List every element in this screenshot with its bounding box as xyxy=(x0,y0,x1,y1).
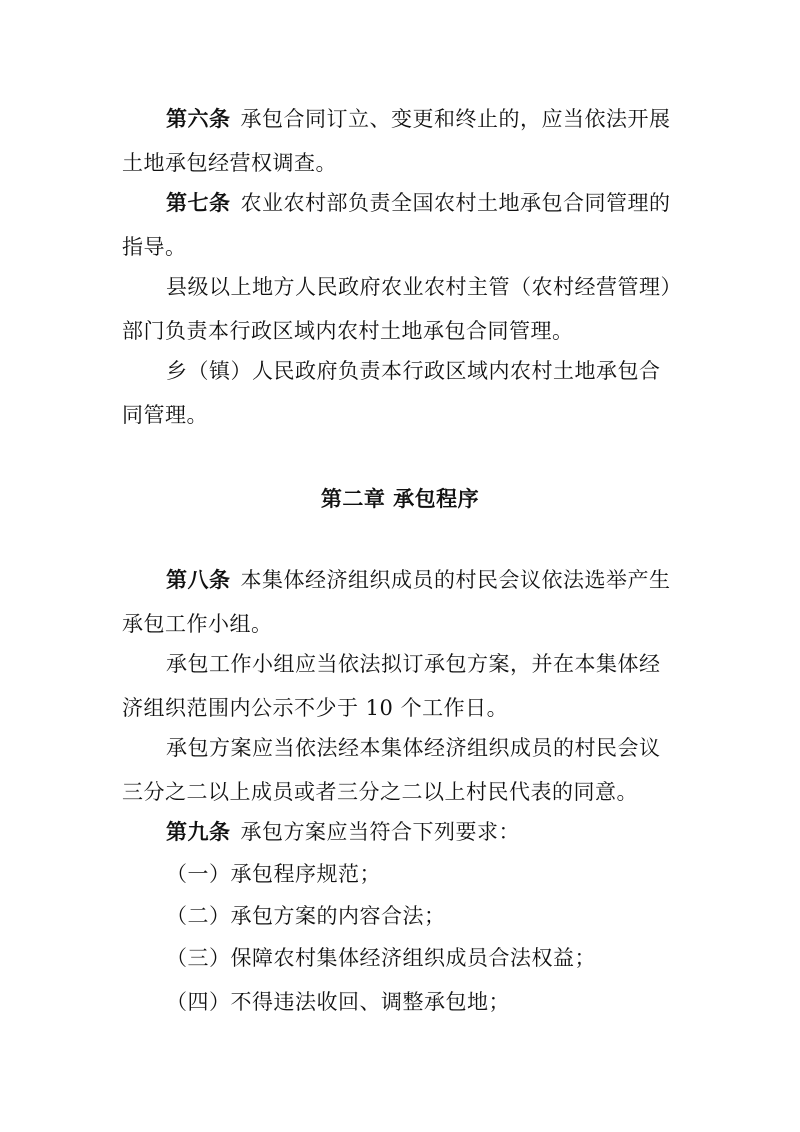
article-7-heading: 第七条 xyxy=(166,191,231,215)
article-6-text: 承包合同订立、变更和终止的，应当依法开展土地承包经营权调查。 xyxy=(122,107,671,175)
article-9-item-2: （二）承包方案的内容合法； xyxy=(166,904,446,928)
article-8-text: 本集体经济组织成员的村民会议依法选举产生承包工作小组。 xyxy=(122,568,671,636)
article-8-paragraph-3: 承包方案应当依法经本集体经济组织成员的村民会议三分之二以上成员或者三分之二以上村民代表的同意。 xyxy=(122,736,661,804)
article-9-item-1: （一）承包程序规范； xyxy=(166,862,381,886)
chapter-title: 第二章 承包程序 xyxy=(320,487,480,511)
article-6 xyxy=(122,97,678,185)
article-7-paragraph-2: 县级以上地方人民政府农业农村主管（农村经营管理）部门负责本行政区域内农村土地承包合同管理。 xyxy=(122,275,672,343)
article-6-heading: 第六条 xyxy=(166,107,231,131)
article-9-heading: 第九条 xyxy=(166,820,231,844)
article-9-item-4: （四）不得违法收回、调整承包地； xyxy=(166,990,510,1014)
article-7-paragraph-3: 乡（镇）人民政府负责本行政区域内农村土地承包合同管理。 xyxy=(122,359,661,427)
article-9 xyxy=(122,810,678,854)
article-7 xyxy=(122,181,678,269)
article-8 xyxy=(122,558,678,646)
article-9-item-3: （三）保障农村集体经济组织成员合法权益； xyxy=(166,946,596,970)
article-8-paragraph-2: 承包工作小组应当依法拟订承包方案，并在本集体经济组织范围内公示不少于 10 个工作日。 xyxy=(122,652,661,720)
article-8-heading: 第八条 xyxy=(166,568,231,592)
article-9-text: 承包方案应当符合下列要求： xyxy=(240,820,520,844)
article-7-text: 农业农村部负责全国农村土地承包合同管理的指导。 xyxy=(122,191,671,259)
